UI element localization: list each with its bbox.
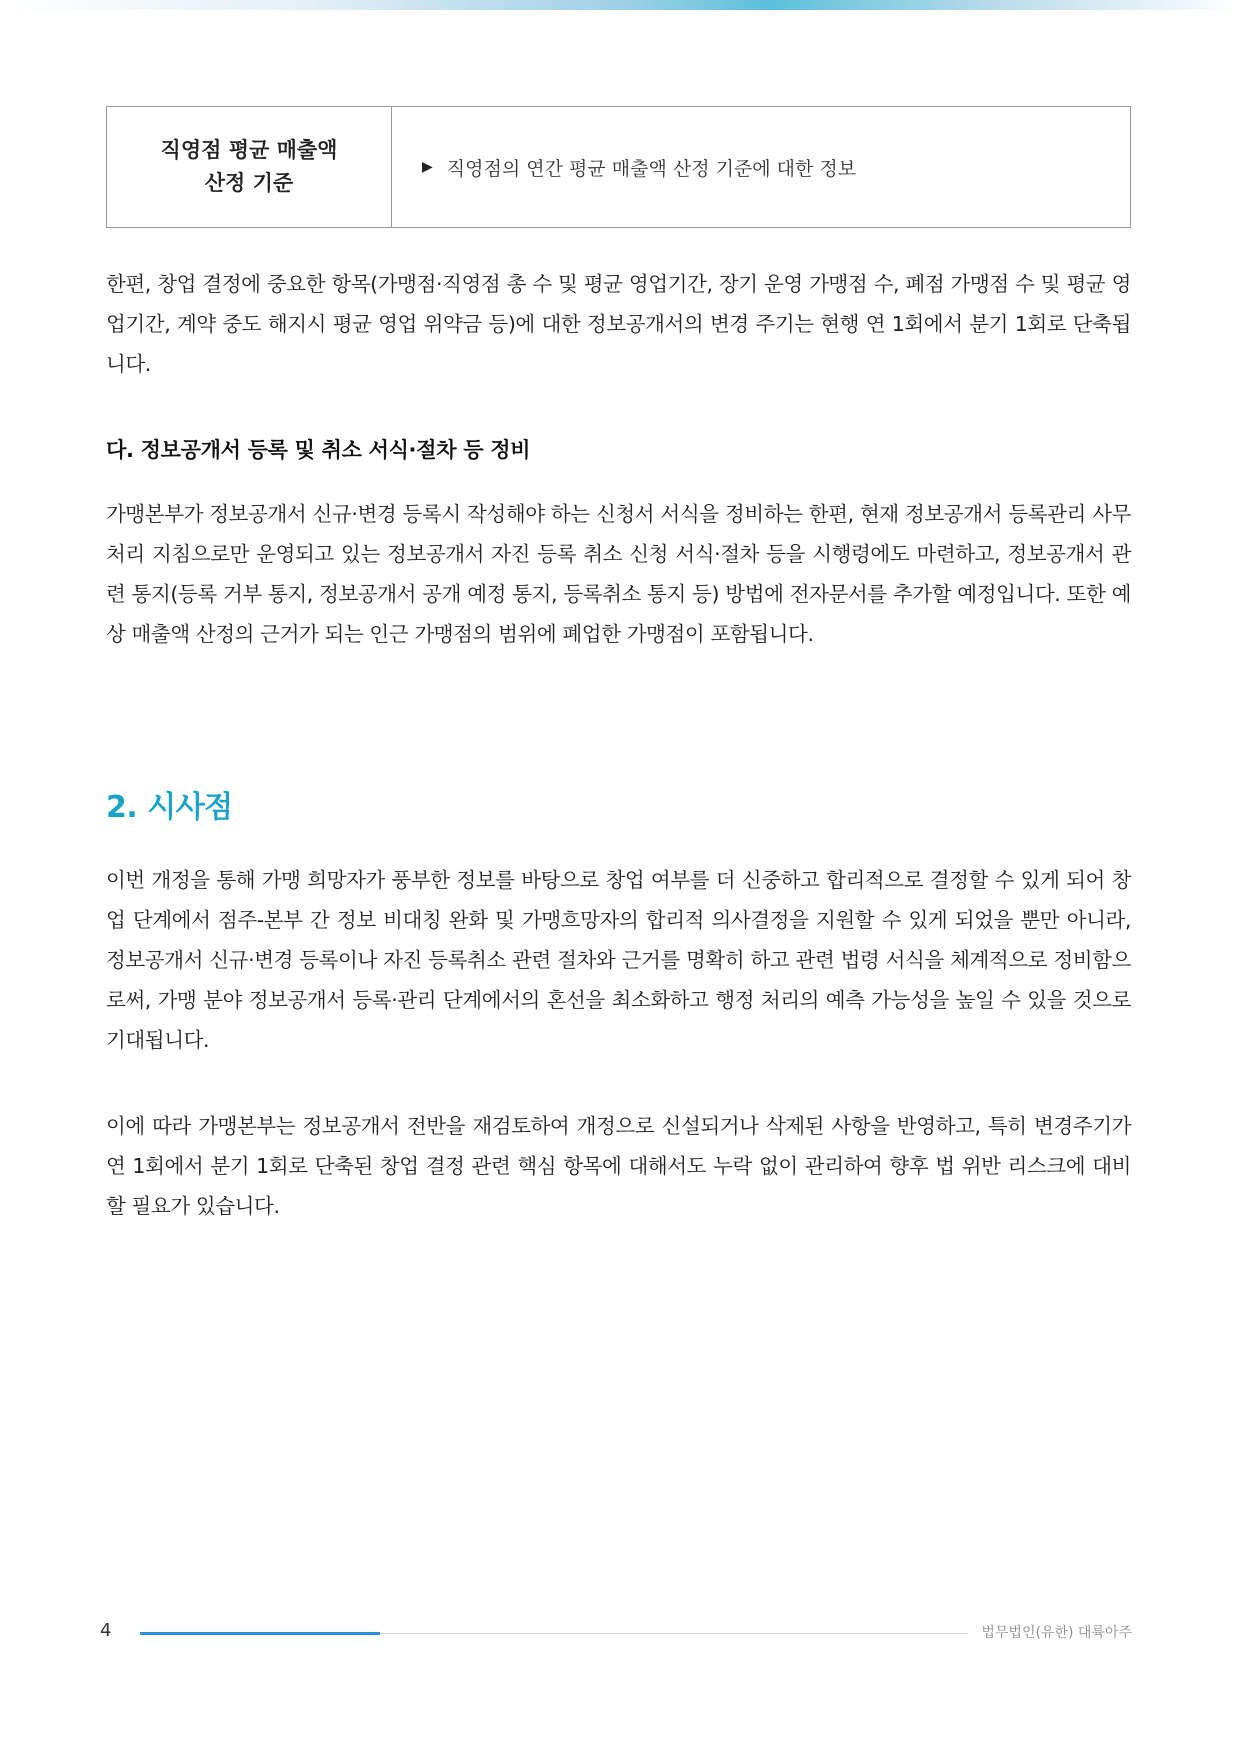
triangle-bullet-icon: ▶ [422, 159, 433, 175]
page-number: 4 [100, 1620, 112, 1641]
page-footer [0, 1620, 1241, 1650]
subheading-registration: 다. 정보공개서 등록 및 취소 서식·절차 등 정비 [106, 438, 531, 462]
footer-accent-line [140, 1632, 380, 1635]
table-header-line1: 직영점 평균 매출액 [160, 138, 338, 162]
paragraph-implications: 이번 개정을 통해 가맹 희망자가 풍부한 정보를 바탕으로 창업 여부를 더 신중하고 합리적으로 결정할 수 있게 되어 창업 단계에서 점주-본부 간 정보 비대칭 완화 및 가맹흐망자의 합리적 의사결정을 지원할 수 있게 되었을 뿐만 아니라, 정보공개서 신규·변경 등록이나 자진 등록취소 관련 절차와 근거를 명확히 하고 관련 법령 서식을 체계적으로 정비함으로써, 가맹 분야 정보공개서 등록·관리 단계에서의 혼선을 최소화하고 행정 처리의 예측 가능성을 높일 수 있을 것으로 기대됩니다. [106, 868, 1131, 1052]
paragraph-change-cycle: 한편, 창업 결정에 중요한 항목(가맹점·직영점 총 수 및 평균 영업기간, 장기 운영 가맹점 수, 폐점 가맹점 수 및 평균 영업기간, 계약 중도 해지시 평균 영업 위약금 등)에 대한 정보공개서의 변경 주기는 현행 연 1회에서 분기 1회로 단축됩니다. [106, 272, 1131, 376]
table-body-text: 직영점의 연간 평균 매출액 산정 기준에 대한 정보 [446, 157, 857, 180]
paragraph-registration: 가맹본부가 정보공개서 신규·변경 등록시 작성해야 하는 신청서 서식을 정비하는 한편, 현재 정보공개서 등록관리 사무처리 지침으로만 운영되고 있는 정보공개서 자진 등록 취소 신청 서식·절차 등을 시행령에도 마련하고, 정보공개서 관련 통지(등록 거부 통지, 정보공개서 공개 예정 통지, 등록취소 통지 등) 방법에 전자문서를 추가할 예정입니다. 또한 예상 매출액 산정의 근거가 되는 인근 가맹점의 범위에 폐업한 가맹점이 포함됩니다. [106, 502, 1131, 646]
section-heading-implications: 2. 시사점 [106, 790, 233, 825]
top-decorative-bar [0, 0, 1241, 10]
firm-name: 법무법인(유한) 대륙아주 [981, 1625, 1132, 1641]
table-header-cell [107, 107, 392, 227]
table-body-cell [392, 107, 1130, 227]
info-table [106, 106, 1131, 228]
table-header-line2: 산정 기준 [204, 171, 294, 195]
paragraph-recommendation: 이에 따라 가맹본부는 정보공개서 전반을 재검토하여 개정으로 신설되거나 삭제된 사항을 반영하고, 특히 변경주기가 연 1회에서 분기 1회로 단축된 창업 결정 관련 핵심 항목에 대해서도 누락 없이 관리하여 향후 법 위반 리스크에 대비할 필요가 있습니다. [106, 1114, 1131, 1218]
